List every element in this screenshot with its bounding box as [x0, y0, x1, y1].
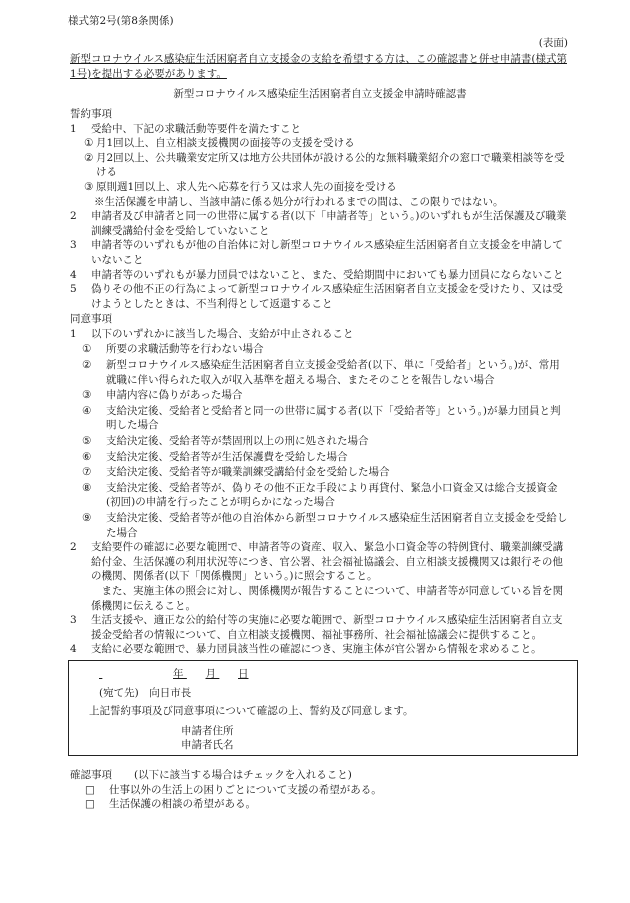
signature-box [68, 660, 578, 756]
item-text-continued: また、実施主体の照会に対し、関係機関が報告することについて、申請者等が同意している旨を関係機関に伝えること。 [91, 584, 564, 612]
consent-item-4 [70, 642, 570, 657]
item-mark: ⑦ [82, 466, 92, 479]
item-mark: ② [84, 151, 94, 164]
item-text: 支給決定後、受給者等が、偽りその他不正な手段により再貸付、緊急小口資金又は総合支援資金(初回)の申請を行ったことが明らかになった場合 [106, 481, 558, 509]
suspension-condition-9 [82, 511, 570, 540]
checkbox-icon[interactable]: □ [85, 798, 95, 811]
item-mark: ① [82, 343, 92, 356]
pledge-item-5 [70, 282, 570, 311]
item-text: 申請者等のいずれもが他の自治体に対し新型コロナウイルス感染症生活困窮者自立支援金を申請していないこと [91, 239, 563, 266]
item-mark: ③ [84, 180, 94, 193]
pledge-item-2 [70, 209, 570, 238]
suspension-condition-1 [82, 342, 570, 357]
item-text: 支給に必要な範囲で、暴力団員該当性の確認につき、実施主体が官公署から情報を求めること。 [91, 643, 542, 656]
item-number: 3 [70, 239, 77, 252]
checkbox-icon[interactable]: □ [85, 783, 95, 796]
activity-requirement-2 [84, 151, 570, 180]
suspension-condition-4 [82, 404, 570, 433]
item-text: 月1回以上、自立相談支援機関の面接等の支援を受ける [96, 137, 355, 150]
confirmation-instruction: (以下に該当する場合はチェックを入れること) [134, 768, 352, 781]
item-number: 4 [70, 268, 77, 281]
pledge-item-1 [70, 122, 570, 137]
side-label: (表面) [538, 36, 568, 49]
confirmation-title: 確認事項 [70, 768, 112, 781]
consent-item-2 [70, 540, 570, 613]
item-mark: ⑧ [82, 481, 92, 494]
item-text: 月2回以上、公共職業安定所又は地方公共団体が設ける公的な無料職業紹介の窓口で職業相談等を受ける [96, 151, 565, 179]
check-item-support [85, 783, 570, 798]
consent-item-3 [70, 613, 570, 642]
pledge-item-4 [70, 268, 570, 283]
suspension-condition-6 [82, 450, 570, 465]
year-label: 年 [173, 667, 184, 680]
activity-requirement-3 [84, 180, 570, 195]
item-number: 3 [70, 614, 77, 627]
item-text: 支給決定後、受給者と受給者と同一の世帯に属する者(以下「受給者等」という。)が暴力団員と判明した場合 [106, 404, 561, 432]
suspension-condition-2 [82, 358, 570, 387]
suspension-condition-3 [82, 388, 570, 403]
pledge-item-3 [70, 238, 570, 267]
item-mark: ⑤ [82, 435, 92, 448]
check-item-welfare [85, 797, 570, 812]
item-text: 支給決定後、受給者等が生活保護費を受給した場合 [106, 450, 348, 463]
welfare-note: ※生活保護を申請し、当該申請に係る処分が行われるまでの間は、この限りではない。 [94, 195, 504, 208]
day-label: 日 [238, 667, 249, 680]
document-title: 新型コロナウイルス感染症生活困窮者自立支援金申請時確認書 [173, 88, 467, 101]
item-number: 4 [70, 643, 77, 656]
applicant-name-field[interactable]: 申請者氏名 [181, 739, 234, 752]
activity-requirement-1 [84, 136, 570, 151]
item-text: 偽りその他不正の行為によって新型コロナウイルス感染症生活困窮者自立支援金を受けたり、又は受けようとしたときは、不当利得として返還すること [91, 283, 563, 310]
consent-heading: 同意事項 [70, 313, 112, 326]
item-number: 2 [70, 210, 77, 223]
item-mark: ① [84, 137, 94, 150]
item-text: 支給要件の確認に必要な範囲で、申請者等の資産、収入、緊急小口資金等の特例貸付、職業訓練受講給付金、生活保護の利用状況等につき、官公署、社会福祉協議会、自立相談支援機関又は銀行その他の機関、関係者(以下「関係機関」という。)に照会すること。 [91, 541, 564, 583]
item-mark: ④ [82, 404, 92, 417]
submission-notice: 新型コロナウイルス感染症生活困窮者自立支援金の支給を希望する方は、この確認書と併せ申請書(様式第1号)を提出する必要があります。 [70, 53, 567, 80]
item-text: 支給決定後、受給者等が禁固刑以上の刑に処された場合 [106, 435, 369, 448]
item-text: 申請内容に偽りがあった場合 [106, 389, 243, 402]
item-text: 支給決定後、受給者等が職業訓練受講給付金を受給した場合 [106, 466, 390, 479]
consent-item-1 [70, 327, 570, 342]
item-text: 新型コロナウイルス感染症生活困窮者自立支援金受給者(以下、単に「受給者」という。)が、常用就職に伴い得られた収入が収入基準を超える場合、またそのことを報告しない場合 [106, 359, 560, 386]
item-text: 生活支援や、適正な公的給付等の実施に必要な範囲で、新型コロナウイルス感染症生活困窮者自立支援金受給者の情報について、自立相談支援機関、福祉事務所、社会福祉協議会に提供すること。 [91, 614, 563, 641]
item-text: 申請者及び申請者と同一の世帯に属する者(以下「申請者等」という。)のいずれもが生活保護及び職業訓練受講給付金を受給していないこと [91, 210, 567, 237]
form-number: 様式第2号(第8条関係) [68, 15, 174, 27]
item-text: 所要の求職活動等を行わない場合 [106, 343, 264, 356]
suspension-condition-8 [82, 481, 570, 510]
item-mark: ⑨ [82, 512, 92, 524]
item-mark: ③ [82, 389, 92, 402]
applicant-address-field[interactable]: 申請者住所 [181, 724, 234, 737]
month-label: 月 [205, 667, 216, 680]
item-number: 2 [70, 541, 77, 554]
agreement-statement: 上記誓約事項及び同意事項について確認の上、誓約及び同意します。 [89, 705, 414, 718]
suspension-condition-7 [82, 465, 570, 480]
date-field[interactable] [99, 667, 577, 682]
item-number: 1 [70, 327, 77, 340]
item-text: 支給決定後、受給者等が他の自治体から新型コロナウイルス感染症生活困窮者自立支援金を受給した場合 [106, 512, 568, 539]
suspension-condition-5 [82, 434, 570, 449]
item-text: 原則週1回以上、求人先へ応募を行う又は求人先の面接を受ける [96, 180, 397, 193]
item-text: 申請者等のいずれもが暴力団員ではないこと、また、受給期間中においても暴力団員にならないこと [91, 268, 564, 281]
item-number: 5 [70, 283, 77, 296]
pledge-heading: 誓約事項 [70, 107, 112, 120]
item-mark: ⑥ [82, 450, 92, 463]
confirmation-heading [70, 768, 570, 783]
item-number: 1 [70, 122, 77, 135]
addressee: (宛て先) 向日市長 [99, 686, 192, 699]
item-text: 受給中、下記の求職活動等要件を満たすこと [91, 122, 301, 135]
check-item-text: 生活保護の相談の希望がある。 [109, 798, 256, 811]
item-text: 以下のいずれかに該当した場合、支給が中止されること [91, 327, 354, 340]
item-mark: ② [82, 359, 92, 372]
check-item-text: 仕事以外の生活上の困りごとについて支援の希望がある。 [109, 783, 382, 796]
